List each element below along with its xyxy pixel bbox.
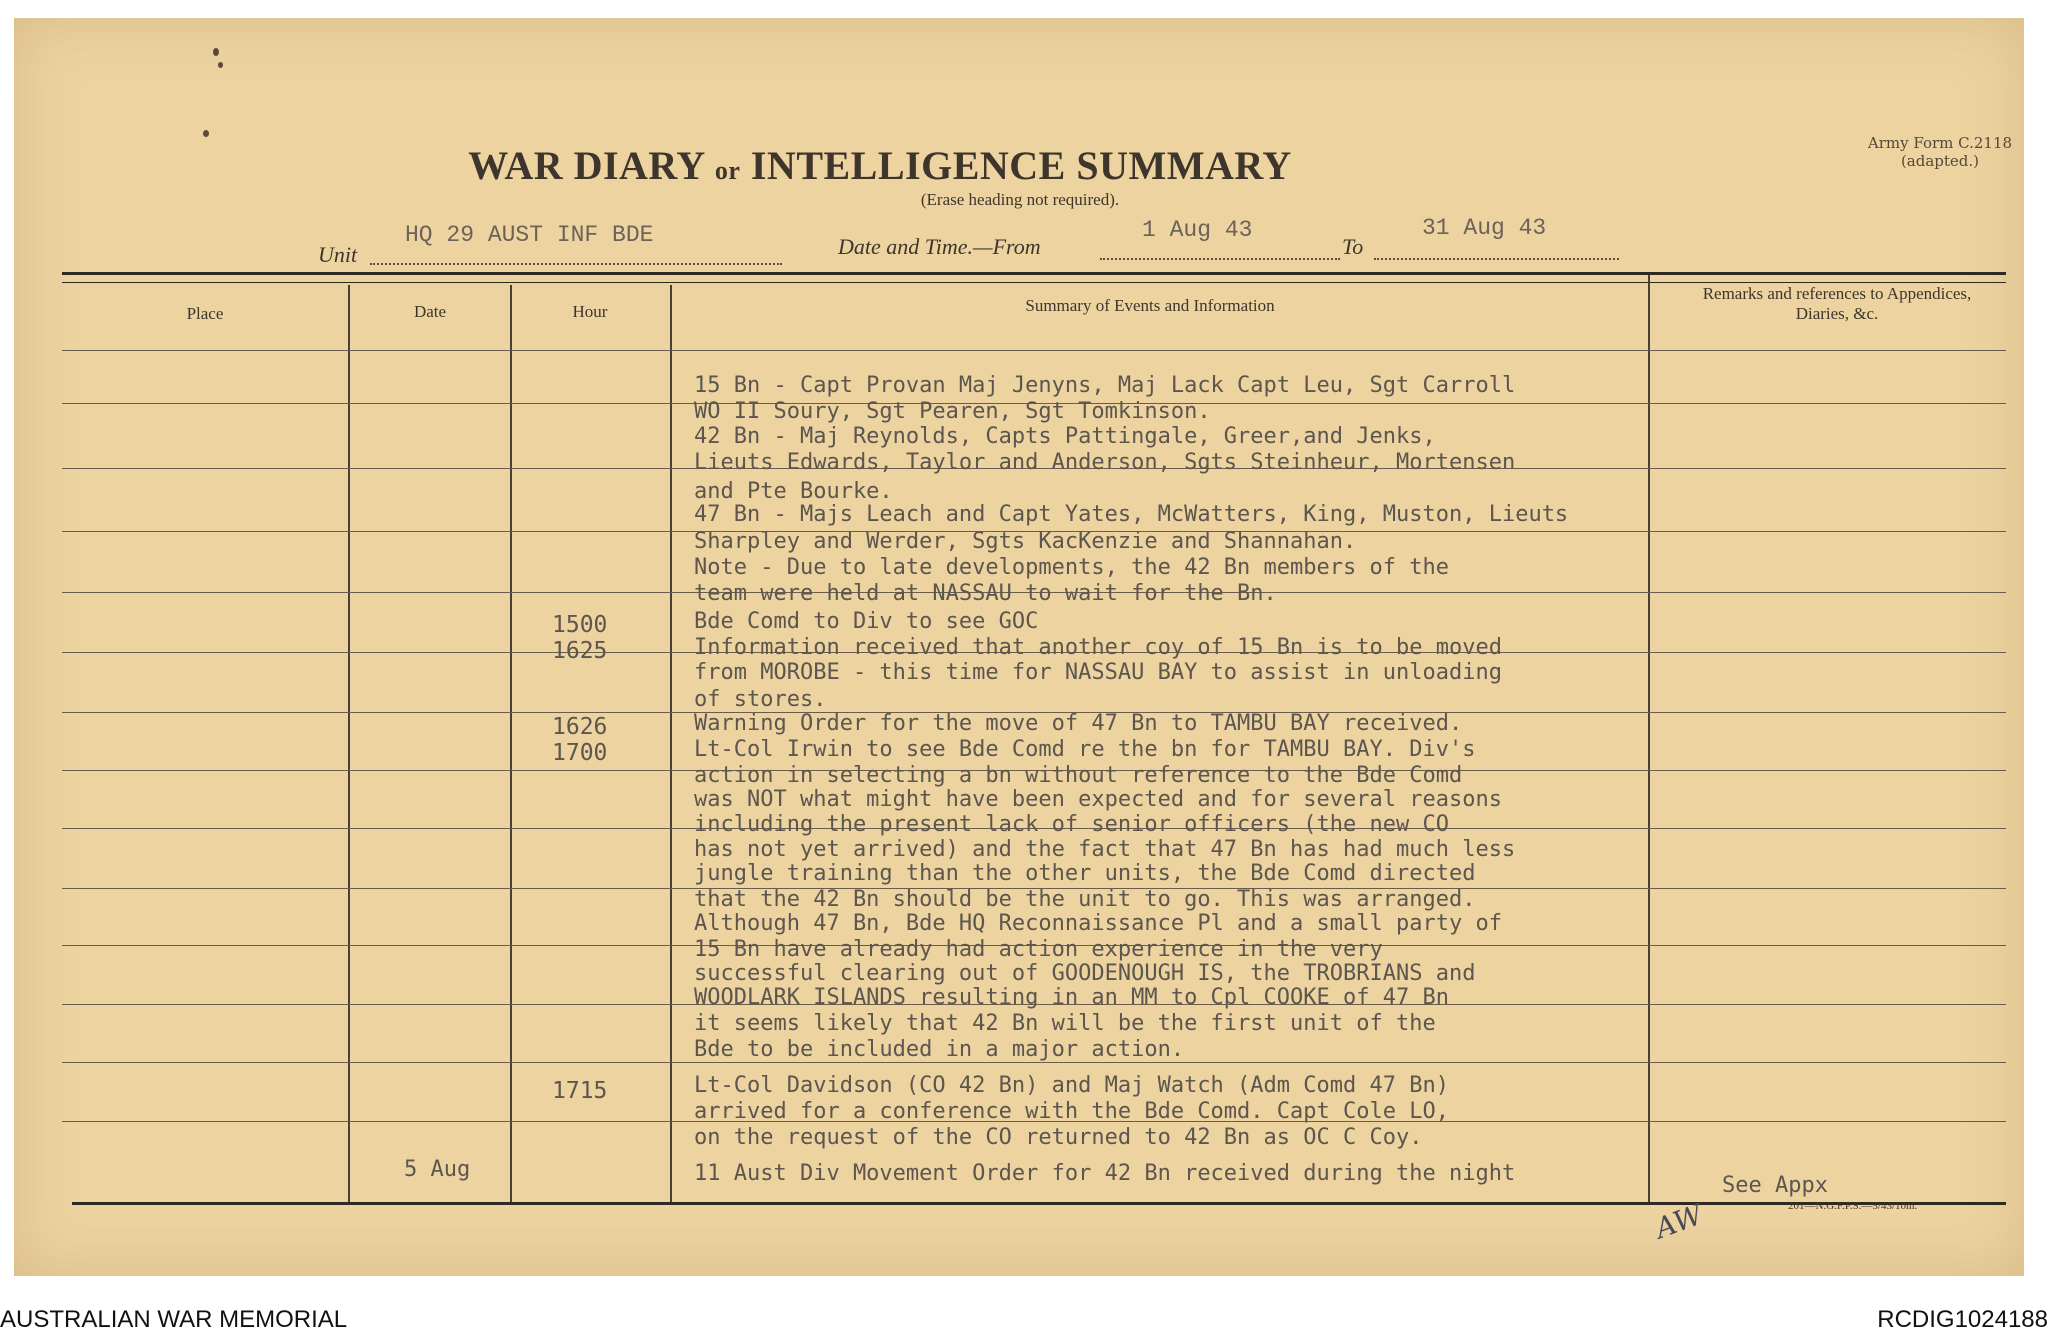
summary-line: 15 Bn have already had action experience in the very [694,937,1383,962]
col-header-summary: Summary of Events and Information [1025,296,1275,315]
summary-line: on the request of the CO returned to 42 Bn as OC C Coy. [694,1125,1423,1150]
summary-line: Sharpley and Werder, Sgts KacKenzie and Shannahan. [694,529,1357,554]
ink-stain [203,130,209,137]
to-value: 31 Aug 43 [1422,215,1547,241]
summary-line: that the 42 Bn should be the unit to go. This was arranged. [694,887,1476,912]
handwritten-initials: AW [1650,1197,1708,1246]
col-header-place: Place [186,304,224,323]
unit-value: HQ 29 AUST INF BDE [405,222,654,248]
to-label: To [1342,234,1364,259]
summary-line: Lt-Col Davidson (CO 42 Bn) and Maj Watch (Adm Comd 47 Bn) [694,1073,1449,1098]
hour-entry: 1625 [552,638,608,664]
unit-dots [370,263,782,265]
summary-line: from MOROBE - this time for NASSAU BAY to assist in unloading [694,660,1502,685]
from-dots [1100,258,1340,260]
col-divider [670,285,672,1202]
page-title [420,142,1340,189]
ruled-line [62,1062,2006,1063]
col-header-hour: Hour [572,302,608,321]
summary-line: it seems likely that 42 Bn will be the first unit of the [694,1011,1436,1036]
summary-line: action in selecting a bn without reference to the Bde Comd [694,763,1463,788]
summary-line: arrived for a conference with the Bde Comd. Capt Cole LO, [694,1099,1449,1124]
date-time-label: Date and Time.—From [838,234,1041,259]
summary-line: Although 47 Bn, Bde HQ Reconnaissance Pl and a small party of [694,911,1502,936]
summary-line: of stores. [694,687,827,712]
form-code-line: Army Form C.2118 [1867,134,2013,152]
summary-line: Bde Comd to Div to see GOC [694,609,1039,634]
table-top-rule-thin [62,282,2006,283]
summary-line: 15 Bn - Capt Provan Maj Jenyns, Maj Lack Capt Leu, Sgt Carroll [694,373,1516,398]
hour-entry: 1500 [552,612,608,638]
summary-line: Information received that another coy of 15 Bn is to be moved [694,635,1502,660]
to-dots [1374,258,1619,260]
summary-line: including the present lack of senior officers (the new CO [694,812,1449,837]
summary-line: Note - Due to late developments, the 42 Bn members of the [694,555,1449,580]
col-divider [348,285,350,1202]
col-header-remarks: Remarks and references to Appendices, Diaries, &c. [1702,284,1972,323]
summary-line: 11 Aust Div Movement Order for 42 Bn received during the night [694,1161,1516,1186]
remarks-entry: See Appx [1722,1173,1828,1198]
summary-line: Warning Order for the move of 47 Bn to TAMBU BAY received. [694,711,1463,736]
summary-line: 47 Bn - Majs Leach and Capt Yates, McWatters, King, Muston, Lieuts [694,502,1569,527]
col-divider [510,285,512,1202]
form-code-line: (adapted.) [1900,152,1980,170]
subtitle: (Erase heading not required). [920,190,1120,209]
summary-line: jungle training than the other units, the Bde Comd directed [694,861,1476,886]
summary-line: Lt-Col Irwin to see Bde Comd re the bn for TAMBU BAY. Div's [694,737,1476,762]
table-top-rule [62,272,2006,275]
title-part: WAR DIARY [468,143,705,188]
ink-stain [218,62,223,68]
summary-line: was NOT what might have been expected and for several reasons [694,787,1502,812]
summary-line: Lieuts Edwards, Taylor and Anderson, Sgts Steinheur, Mortensen [694,450,1516,475]
unit-label: Unit [318,242,358,267]
table-bottom-rule [72,1202,2006,1205]
title-part: INTELLIGENCE SUMMARY [750,143,1292,188]
summary-line: has not yet arrived) and the fact that 47 Bn has had much less [694,837,1516,862]
from-value: 1 Aug 43 [1142,217,1253,243]
hour-entry: 1700 [552,740,608,766]
hour-entry: 1626 [552,714,608,740]
summary-line: WOODLARK ISLANDS resulting in an MM to Cpl COOKE of 47 Bn [694,985,1449,1010]
summary-line: WO II Soury, Sgt Pearen, Sgt Tomkinson. [694,399,1211,424]
footer-id: RCDIG1024188 [1877,1306,2048,1333]
ruled-line [62,350,2006,351]
date-entry: 5 Aug [404,1157,471,1182]
summary-line: successful clearing out of GOODENOUGH IS, the TROBRIANS and [694,961,1476,986]
form-code [1860,134,2020,170]
summary-line: and Pte Bourke. [694,479,893,504]
footer-source: AUSTRALIAN WAR MEMORIAL [0,1306,348,1333]
hour-entry: 1715 [552,1078,608,1104]
summary-line: team were held at NASSAU to wait for the Bn. [694,581,1277,606]
summary-line: Bde to be included in a major action. [694,1037,1185,1062]
summary-line: 42 Bn - Maj Reynolds, Capts Pattingale, Greer,and Jenks, [694,424,1436,449]
print-code: 201—N.G.F.P.S.—5/43/10m. [1788,1200,1918,1212]
title-or: or [714,156,741,185]
ink-stain [213,48,219,56]
col-header-date: Date [413,302,447,321]
